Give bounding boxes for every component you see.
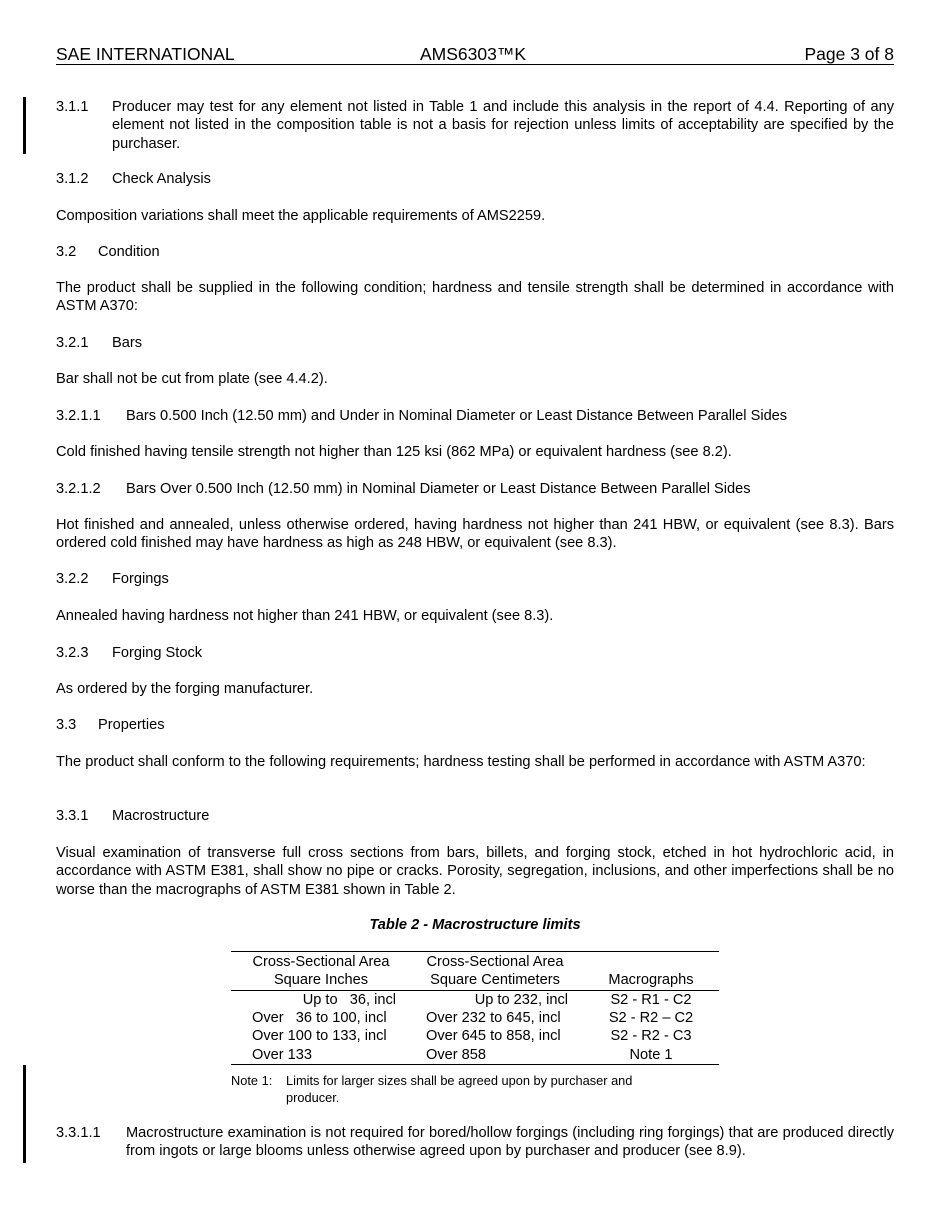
table-cell: Over 36 to 100, incl (252, 1010, 387, 1027)
section-title: Bars Over 0.500 Inch (12.50 mm) in Nominal Diameter or Least Distance Between Parallel Sides (126, 481, 751, 497)
section-3-1-1-text: Producer may test for any element not listed in Table 1 and include this analysis in the report of 4.4. Reporting of any element not listed in the composition table is not a basis for rejection unless limits of acceptability are specified by the purchaser. (112, 99, 894, 152)
paragraph: The product shall conform to the following requirements; hardness testing shall be performed in accordance with ASTM A370: (56, 754, 866, 770)
section-title: Condition (98, 244, 160, 260)
section-number: 3.2.1 (56, 335, 89, 351)
section-title: Forging Stock (112, 645, 203, 661)
paragraph: Cold finished having tensile strength not higher than 125 ksi (862 MPa) or equivalent hardness (see 8.2). (56, 444, 732, 460)
note-text: Limits for larger sizes shall be agreed upon by purchaser and producer. (286, 1073, 633, 1105)
table-row (231, 1009, 719, 1027)
table-row (231, 991, 719, 1009)
table-cell: Note 1 (629, 1046, 673, 1063)
table-cell: Over 133 (252, 1046, 313, 1063)
section-title: Properties (98, 717, 165, 733)
header-document-number: AMS6303™K (420, 44, 527, 64)
macrostructure-table (231, 951, 719, 1065)
table-header-cell: Cross-Sectional Area (426, 954, 564, 970)
section-number: 3.1.1 (56, 99, 89, 115)
paragraph: The product shall be supplied in the following condition; hardness and tensile strength shall be determined in accordance with ASTM A370: (56, 280, 894, 315)
table-title: Table 2 - Macrostructure limits (369, 917, 581, 933)
table-header-cell: Square Centimeters (430, 972, 560, 988)
paragraph: Bar shall not be cut from plate (see 4.4.2). (56, 371, 328, 387)
section-number: 3.2.2 (56, 571, 89, 587)
table-header-cell: Macrographs (608, 972, 694, 988)
section-title: Bars (112, 335, 143, 351)
table-cell: Over 645 to 858, incl (426, 1028, 561, 1045)
table-cell: Up to 232, incl (474, 992, 568, 1008)
paragraph: Visual examination of transverse full cross sections from bars, billets, and forging stock, etched in hot hydrochloric acid, in accordance with ASTM E381, shall show no pipe or cracks. Porosity, segregation, inclusions, and other imperfections shall be no worse than the macrographs of ASTM E381 shown in Table 2. (56, 845, 894, 898)
page-header (56, 44, 894, 65)
note-label: Note 1: (231, 1073, 273, 1088)
paragraph: Composition variations shall meet the applicable requirements of AMS2259. (56, 208, 546, 224)
section-number: 3.3 (56, 717, 77, 733)
paragraph: Annealed having hardness not higher than 241 HBW, or equivalent (see 8.3). (56, 608, 554, 624)
paragraph: As ordered by the forging manufacturer. (56, 681, 314, 697)
change-bar (23, 1065, 26, 1163)
section-title: Forgings (112, 571, 169, 587)
table-cell: Over 100 to 133, incl (252, 1028, 387, 1045)
table-cell: S2 - R1 - C2 (610, 992, 692, 1008)
table-cell: Up to 36, incl (302, 992, 396, 1008)
header-page-number: Page 3 of 8 (804, 44, 894, 64)
section-number: 3.2 (56, 244, 77, 260)
table-row (231, 1046, 719, 1064)
section-title: Macrostructure (112, 808, 210, 824)
section-number: 3.1.2 (56, 171, 89, 187)
change-bar (23, 97, 26, 154)
table-header-cell: Cross-Sectional Area (252, 954, 390, 970)
table-cell: S2 - R2 - C3 (610, 1028, 692, 1045)
section-3-3-1-1-text: Macrostructure examination is not required for bored/hollow forgings (including ring forgings) that are produced directly from ingots or large blooms unless otherwise agreed upon by purchaser and producer (see 8.9). (126, 1125, 894, 1160)
table-row (231, 1027, 719, 1045)
section-number: 3.3.1 (56, 808, 89, 824)
section-number: 3.2.3 (56, 645, 89, 661)
section-title: Check Analysis (112, 171, 211, 187)
table-header-cell: Square Inches (273, 972, 369, 988)
section-number: 3.2.1.2 (56, 481, 101, 497)
header-organization: SAE INTERNATIONAL (56, 44, 235, 64)
section-number: 3.2.1.1 (56, 408, 101, 424)
table-cell: S2 - R2 – C2 (608, 1010, 694, 1027)
paragraph: Hot finished and annealed, unless otherwise ordered, having hardness not higher than 241 HBW, or equivalent (see 8.3). Bars ordered cold finished may have hardness as high as 248 HBW, or equivalent (see 8.3). (56, 517, 894, 552)
table-cell: Over 232 to 645, incl (426, 1010, 561, 1027)
table-header-row (231, 952, 719, 991)
section-number: 3.3.1.1 (56, 1125, 101, 1141)
table-cell: Over 858 (426, 1046, 487, 1063)
section-title: Bars 0.500 Inch (12.50 mm) and Under in Nominal Diameter or Least Distance Between Parallel Sides (126, 408, 788, 424)
